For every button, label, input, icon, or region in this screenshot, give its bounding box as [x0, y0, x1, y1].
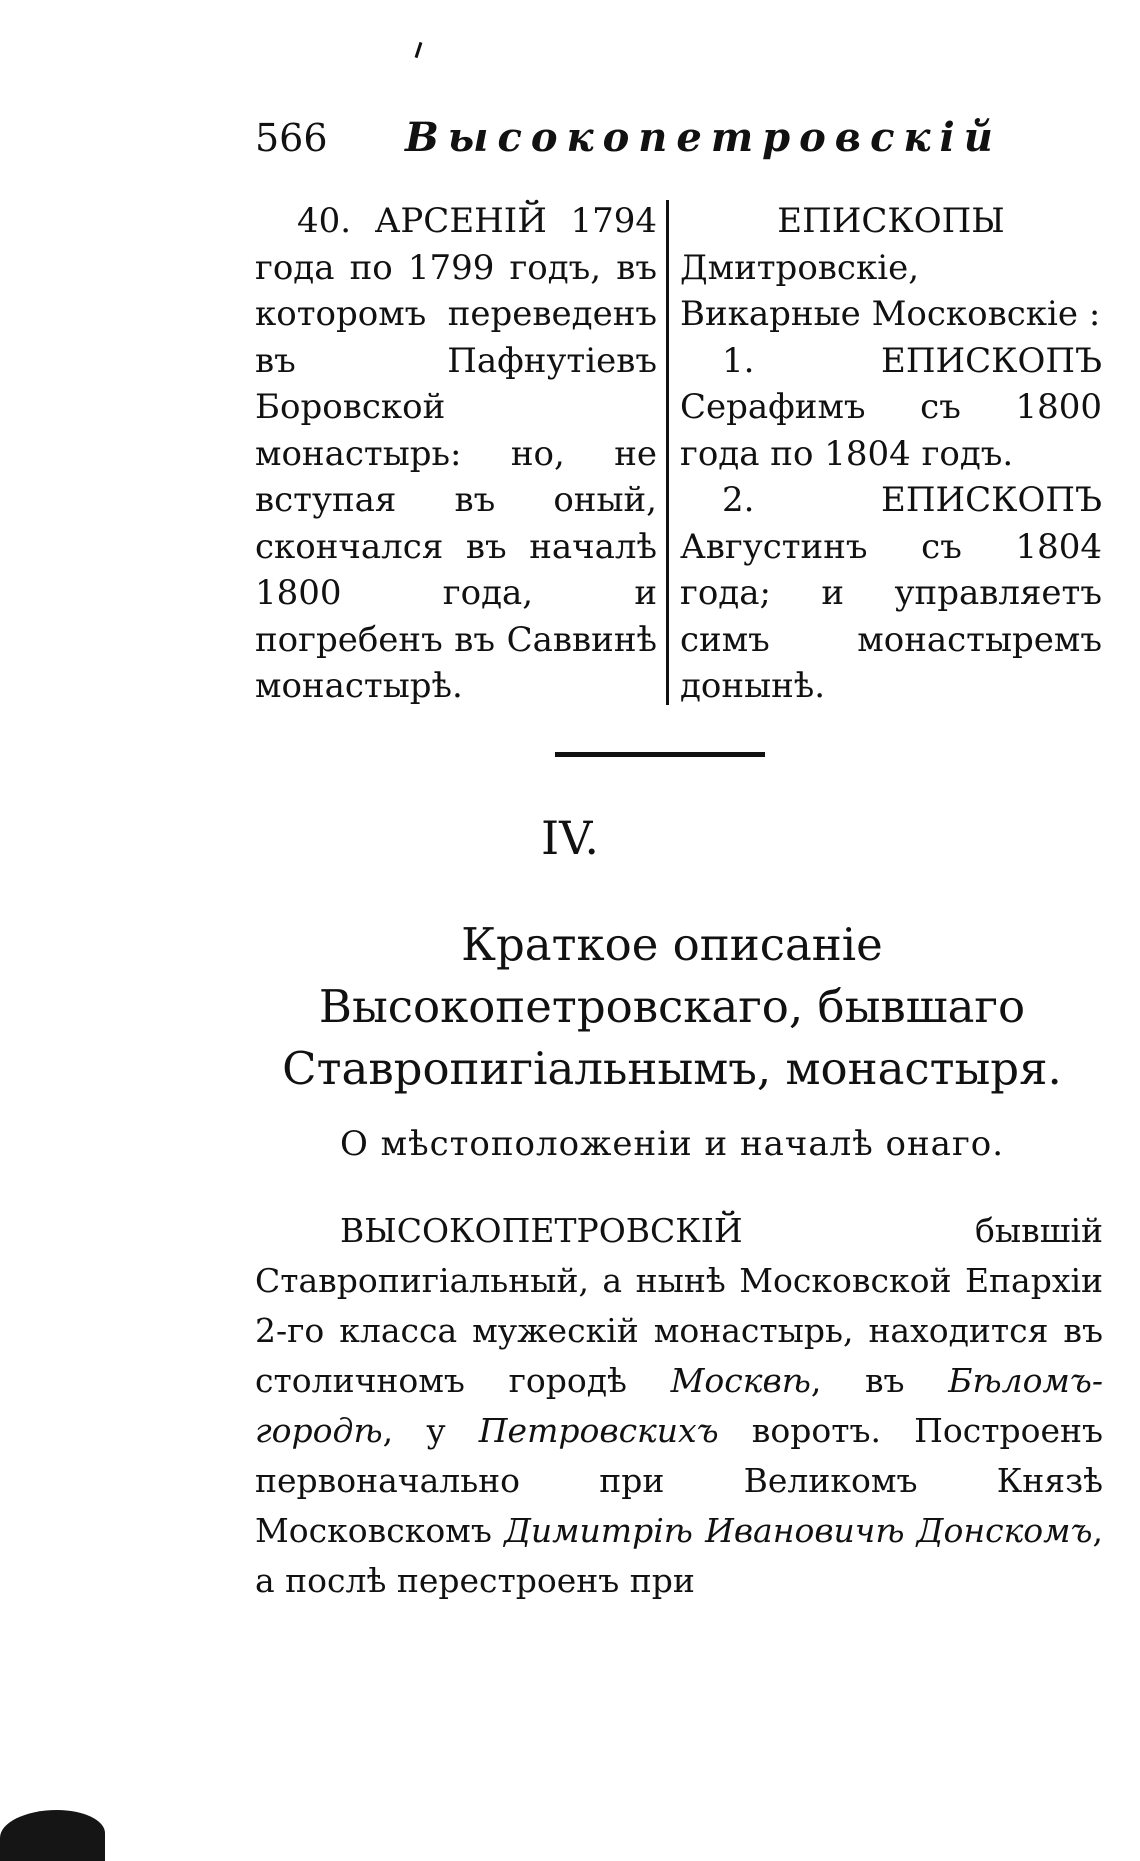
place-name: Москвѣ [670, 1361, 811, 1400]
left-column [255, 198, 657, 710]
scan-speck [415, 42, 423, 58]
body-text-run: , въ [810, 1361, 949, 1400]
right-column [680, 198, 1102, 710]
body-text-run: ВЫСОКОПЕТРОВСКІЙ бывшій Ставропигіальный, а нынѣ Московской Епархіи 2-го класса мужескій монастырь, находится въ столичномъ городѣ [255, 1211, 1103, 1400]
place-name: Бѣломъ-городѣ [255, 1361, 1103, 1450]
bishops-heading: ЕПИСКОПЫ [777, 201, 1005, 241]
section-rule [555, 752, 765, 757]
place-name: Петровскихъ [478, 1411, 719, 1450]
body-text-run: воротъ. Построенъ первоначально при Великомъ Князѣ Московскомъ [255, 1411, 1104, 1550]
bishops-subheading: Дмитровскіе, Викарные Московскіе : [680, 247, 1101, 334]
body-text-run: , а послѣ перестроенъ при [255, 1511, 1104, 1600]
running-title: Высокопетровскій [405, 114, 1002, 161]
bishop-entry: 1. ЕПИСКОПЪ Серафимъ съ 1800 года по 1804 годъ. [680, 340, 1102, 474]
section-numeral: IV. [541, 811, 599, 865]
page-number: 566 [255, 116, 328, 160]
left-column-paragraph: 40. АРСЕНІЙ 1794 года по 1799 годъ, въ которомъ переведенъ въ Пафнутіевъ Боровской монастырь: но, не вступая въ оный, скончался въ началѣ 1800 года, и погребенъ въ Саввинѣ монастырѣ. [255, 201, 657, 706]
body-text-run: , у [382, 1411, 479, 1450]
scan-blot [0, 1810, 105, 1861]
column-divider [666, 200, 669, 705]
bishop-entry: 2. ЕПИСКОПЪ Августинъ съ 1804 года; и управляетъ симъ монастыремъ донынѣ. [680, 480, 1102, 706]
running-header [255, 108, 1105, 168]
section-subheading: О мѣстоположеніи и началѣ онаго. [339, 1124, 1005, 1164]
section-heading: Краткое описаніе Высокопетровскаго, бывшаго Ставропигіальнымъ, монастыря. [282, 918, 1062, 1095]
person-name: Димитріѣ Ивановичѣ Донскомъ [504, 1511, 1093, 1550]
body-paragraph [255, 1206, 1103, 1606]
